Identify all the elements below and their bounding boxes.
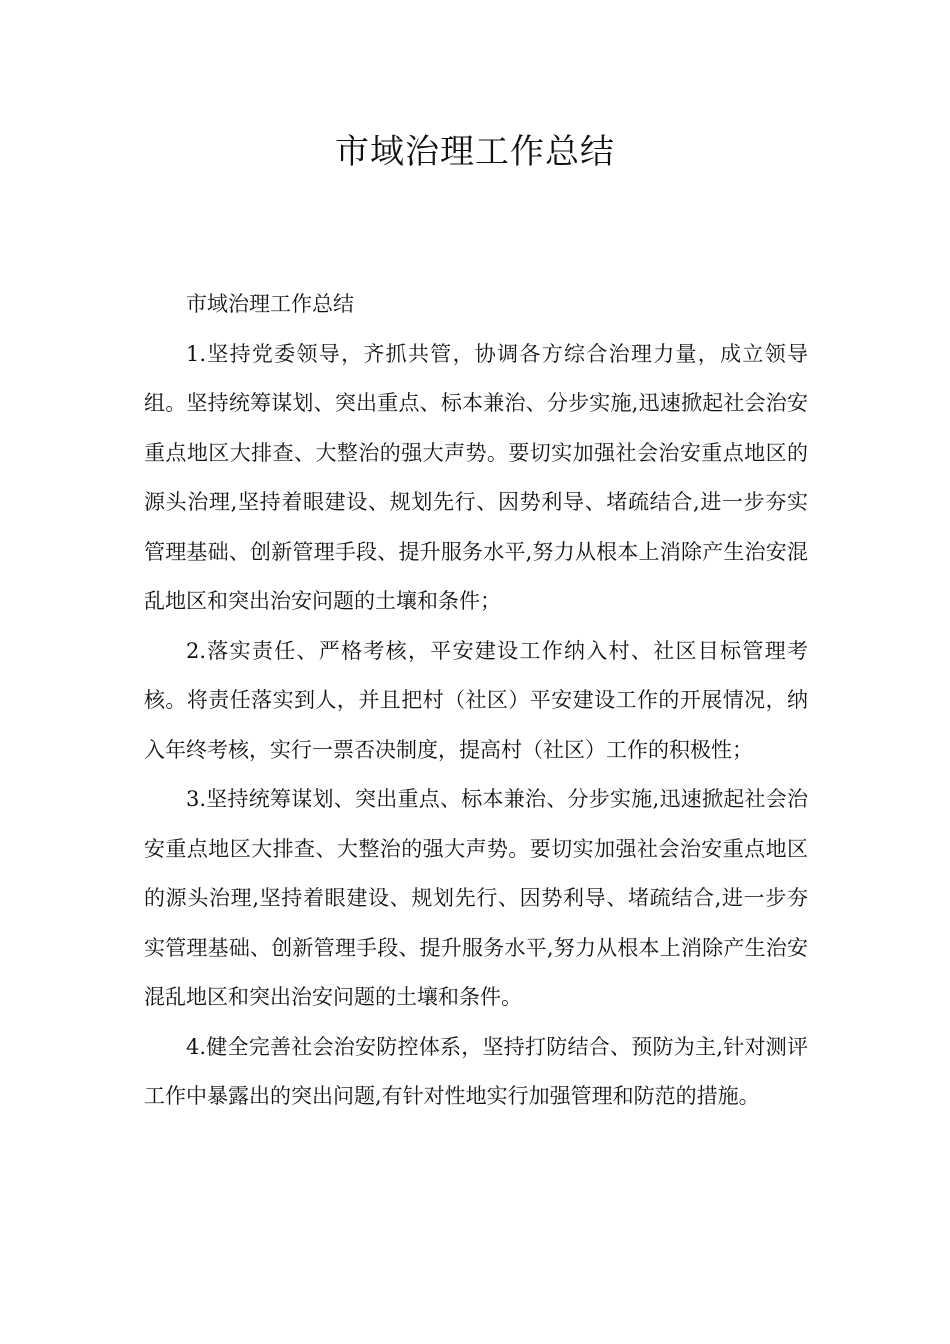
document-subtitle: 市域治理工作总结 (186, 292, 354, 316)
paragraph-3: 3.坚持统筹谋划、突出重点、标本兼治、分步实施,迅速掀起社会治安重点地区大排查、大整治的强大声势。要切实加强社会治安重点地区的源头治理,坚持着眼建设、规划先行、因势利导、堵疏结合,进一步夯实管理基础、创新管理手段、提升服务水平,努力从根本上消除产生治安混乱地区和突出治安问题的土壤和条件。 (144, 787, 808, 1009)
document-body (144, 280, 808, 1122)
paragraph-2: 2.落实责任、严格考核，平安建设工作纳入村、社区目标管理考核。将责任落实到人，并且把村（社区）平安建设工作的开展情况，纳入年终考核，实行一票否决制度，提高村（社区）工作的积极性； (144, 638, 808, 762)
paragraph-1: 1.坚持党委领导，齐抓共管，协调各方综合治理力量，成立领导组。坚持统筹谋划、突出重点、标本兼治、分步实施,迅速掀起社会治安重点地区大排查、大整治的强大声势。要切实加强社会治安重点地区的源头治理,坚持着眼建设、规划先行、因势利导、堵疏结合,进一步夯实管理基础、创新管理手段、提升服务水平,努力从根本上消除产生治安混乱地区和突出治安问题的土壤和条件； (144, 341, 808, 613)
document-title: 市域治理工作总结 (335, 132, 615, 172)
paragraph-4: 4.健全完善社会治安防控体系，坚持打防结合、预防为主,针对测评工作中暴露出的突出问题,有针对性地实行加强管理和防范的措施。 (144, 1034, 808, 1108)
